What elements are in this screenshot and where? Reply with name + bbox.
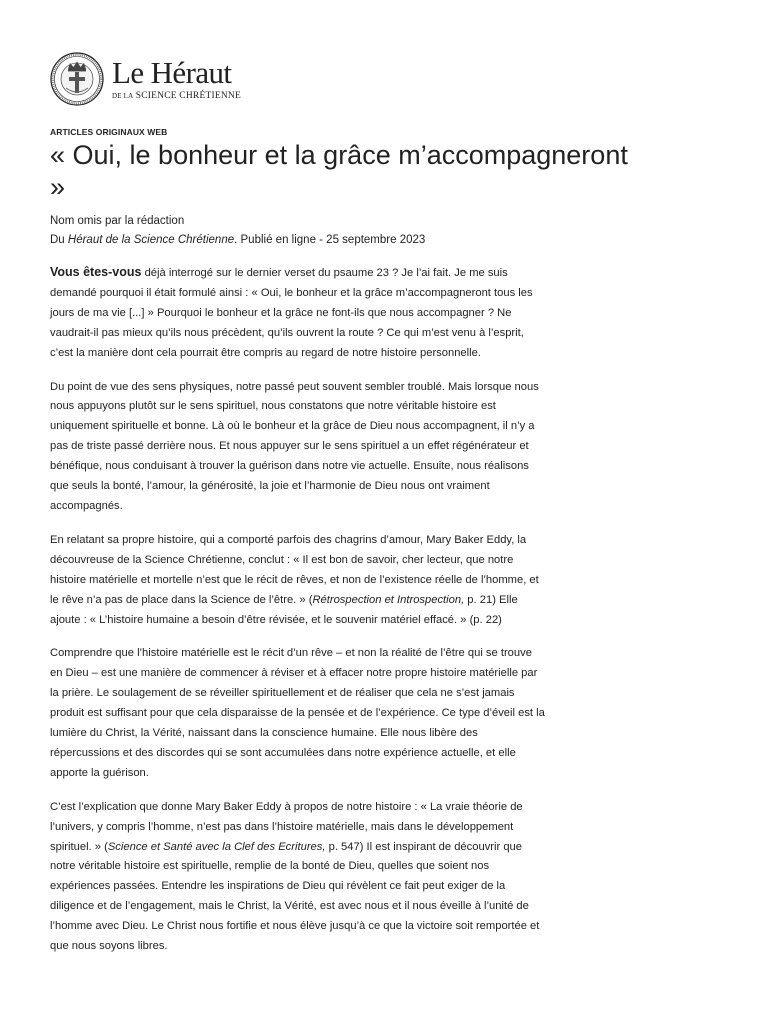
article-category[interactable]: ARTICLES ORIGINAUX WEB [50, 127, 168, 137]
source-prefix: Du [50, 234, 68, 246]
cross-and-crown-seal-icon [50, 52, 104, 106]
paragraph-3-text-a: En relatant sa propre histoire, qui a comporté parfois des chagrins d’amour, Mary Baker Eddy, la découvreuse de la Science Chrétienne, conclut : « Il est bon de savoir, cher lecteur, que notre histoire matérielle et mortelle n’est que le récit de rêves, et non de l’existence réelle de l’homme, et le rêve n’a pas de place dans la Science de l’être. » ( [50, 533, 539, 606]
masthead-logo-link[interactable] [50, 50, 322, 108]
article-lead-in: Vous êtes-vous [50, 265, 142, 279]
paragraph-5-citation: Science et Santé avec la Clef des Ecritures, [107, 840, 326, 853]
paragraph-5-text-b: p. 547) Il est inspirant de découvrir que notre véritable histoire est spirituelle, remplie de la bonté de Dieu, quelles que soient nos expériences passées. Entendre les inspirations de Dieu qui révèlent ce fait peut exiger de la diligence et de l’engagement, mais le Christ, la Vérité, est avec nous et il nous éveille à l’unité de l’homme avec Dieu. Le Christ nous fortifie et nous élève jusqu’à ce que la victoire soit remportée et que nous soyons libres. [50, 840, 540, 953]
paragraph-5-text-a: C’est l’explication que donne Mary Baker Eddy à propos de notre histoire : « La vraie théorie de l’univers, y compris l’homme, n’est pas dans l’histoire matérielle, mais dans le développement spirituel. » ( [50, 800, 523, 853]
masthead-title: Le Héraut [112, 54, 232, 90]
article-author: Nom omis par la rédaction [50, 215, 185, 227]
article-body [50, 263, 546, 971]
article-paragraph-5 [50, 798, 546, 957]
masthead-subtitle [112, 90, 241, 101]
article-paragraph-2: Du point de vue des sens physiques, notre passé peut souvent sembler troublé. Mais lorsque nous nous appuyons plutôt sur le sens spirituel, nous constatons que notre véritable histoire est uniquement spirituelle et bonne. Là où le bonheur et la grâce de Dieu nous accompagnent, il n’y a pas de triste passé derrière nous. Et nous appuyer sur le sens spirituel a un effet régénérateur et bénéfique, nous conduisant à trouver la guérison dans notre vie actuelle. Ensuite, nous réalisons que seuls la bonté, l’amour, la générosité, la joie et l’harmonie de Dieu nous ont vraiment accompagnés. [50, 380, 539, 512]
source-name: Héraut de la Science Chrétienne [67, 234, 235, 246]
article-paragraph-4: Comprendre que l’histoire matérielle est le récit d’un rêve – et non la réalité de l’être qui se trouve en Dieu – est une manière de commencer à réviser et à effacer notre propre histoire matérielle par la prière. Le soulagement de se réveiller spirituellement et de réaliser que cela ne s’est jamais produit est suffisant pour que cela disparaisse de la pensée et de l’expérience. Ce type d’éveil est la lumière du Christ, la Vérité, naissant dans la conscience humaine. Elle nous libère des répercussions et des discordes qui se sont accumulées dans notre expérience actuelle, et elle apporte la guérison. [50, 647, 545, 779]
masthead-wordmark [112, 54, 241, 101]
paragraph-3-citation: Rétrospection et Introspection, [312, 593, 465, 606]
article-source [50, 231, 425, 250]
article-byline [50, 212, 425, 250]
paragraph-1-text: déjà interrogé sur le dernier verset du psaume 23 ? Je l’ai fait. Je me suis demandé pourquoi il était formulé ainsi : « Oui, le bonheur et la grâce m’accompagneront tous les jours de ma vie [...] » Pourquoi le bonheur et la grâce ne font-ils que nous accompagner ? Ne vaudrait-il pas mieux qu’ils nous précèdent, qu’ils ouvrent la route ? Ce qui m’est venu à l’esprit, c’est la manière dont cela pourrait être compris au regard de notre histoire personnelle. [50, 267, 533, 359]
paragraph-3-text-b: p. 21) Elle ajoute : « L’histoire humaine a besoin d’être révisée, et le souvenir matériel effacé. » (p. 22) [50, 593, 518, 626]
source-date: . Publié en ligne - 25 septembre 2023 [234, 234, 426, 246]
article-paragraph-1 [50, 263, 546, 364]
masthead-subtitle-prefix: DE LA [112, 91, 134, 100]
article-paragraph-3 [50, 531, 546, 631]
article-title: « Oui, le bonheur et la grâce m’accompagneront » [50, 140, 628, 202]
masthead-subtitle-main: SCIENCE CHRÉTIENNE [135, 90, 241, 101]
